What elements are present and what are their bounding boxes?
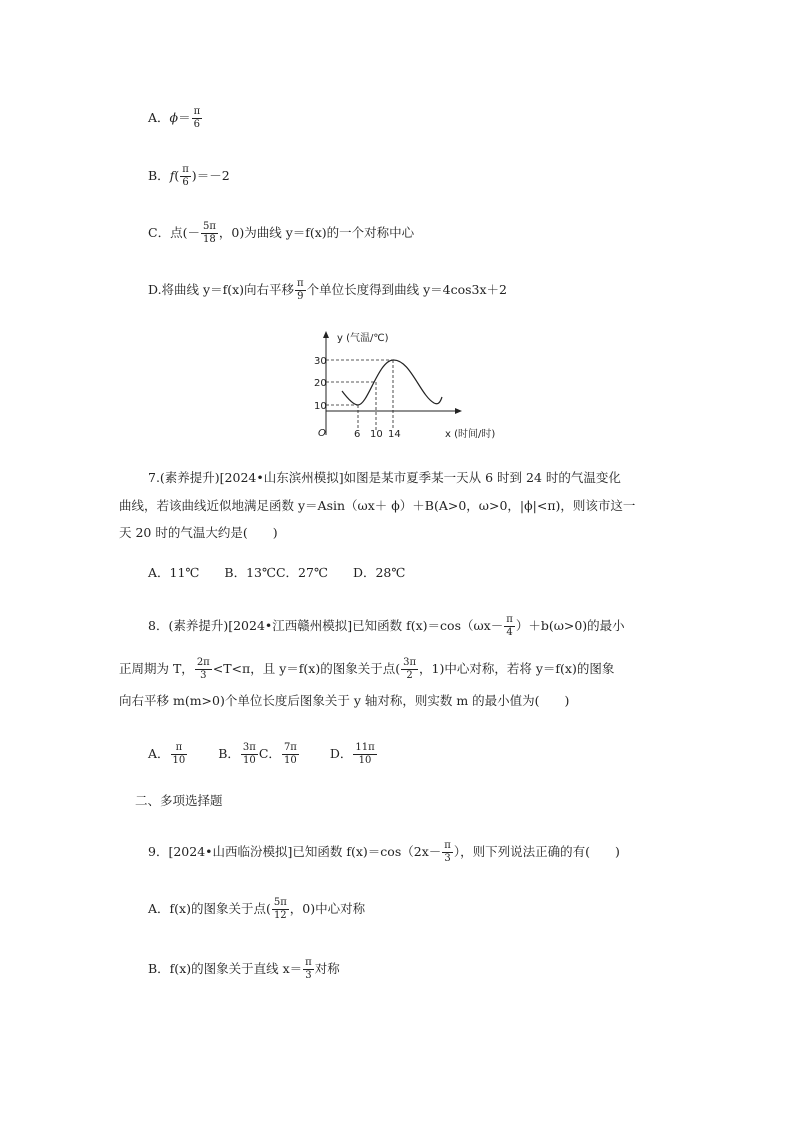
q7-line-1: 7.(素养提升)[2024•山东滨州模拟]如图是某市夏季某一天从 6 时到 24 时的气温变化 <box>148 470 621 485</box>
fraction: $\frac{\pi}{3}$ <box>444 840 451 864</box>
y-axis-label: y (气温/℃) <box>337 333 389 344</box>
fraction: $\frac{7\pi}{10}$ <box>283 742 297 766</box>
guide-lines <box>326 360 393 430</box>
x-tick-label: 10 <box>370 429 383 440</box>
fraction: $\frac{\pi}{9}$ <box>297 278 304 302</box>
origin-label: O <box>318 428 326 439</box>
fraction: $\frac{\pi}{3}$ <box>305 957 312 981</box>
q6-option-b: B．f( $\frac{\pi}{6}$ )＝－2 <box>148 164 230 188</box>
q8-line-2: 正周期为 T， $\frac{2\pi}{3}$ <T<π，且 y＝f(x)的图象关于点( $\frac{3\pi}{2}$ ，1)中心对称，若将 y＝f(x)的图象 <box>119 657 615 681</box>
fraction: $\frac{\pi}{10}$ <box>172 742 186 766</box>
y-tick-label: 10 <box>314 401 327 412</box>
temperature-curve <box>342 360 442 405</box>
section-heading: 二、多项选择题 <box>135 793 223 808</box>
x-axis-arrow <box>455 408 462 414</box>
y-tick-label: 20 <box>314 378 327 389</box>
fraction: $\frac{2\pi}{3}$ <box>196 657 210 681</box>
fraction: $\frac{11\pi}{10}$ <box>355 742 375 766</box>
fraction: $\frac{\pi}{6}$ <box>182 164 189 188</box>
q8-options: A． $\frac{\pi}{10}$ B． $\frac{3\pi}{10}$ C． $\frac{7\pi}{10}$ D． $\frac{11\pi}{10}$ <box>148 742 375 766</box>
temperature-graph <box>310 325 510 445</box>
q9-option-b: B．f(x)的图象关于直线 x＝ $\frac{\pi}{3}$ 对称 <box>148 957 340 981</box>
x-axis-label: x (时间/时) <box>445 429 496 440</box>
fraction: $\frac{\pi}{4}$ <box>506 614 513 638</box>
q8-line-3: 向右平移 m(m>0)个单位长度后图象关于 y 轴对称，则实数 m 的最小值为( ) <box>119 693 570 708</box>
q8-line-1: 8．(素养提升)[2024•江西赣州模拟]已知函数 f(x)＝cos（ωx－ $\frac{\pi}{4}$ ）＋b(ω>0)的最小 <box>148 614 625 638</box>
q6-option-a: A．ϕ＝ $\frac{\pi}{6}$ <box>148 106 201 130</box>
fraction: $\frac{5\pi}{12}$ <box>273 897 287 921</box>
q7-options: A．11℃ B．13℃C．27℃ D．28℃ <box>148 565 406 580</box>
y-axis-arrow <box>323 331 329 338</box>
q9-option-a: A．f(x)的图象关于点( $\frac{5\pi}{12}$ ，0)中心对称 <box>148 897 366 921</box>
x-tick-label: 14 <box>388 429 401 440</box>
fraction: $\frac{3\pi}{10}$ <box>242 742 256 766</box>
fraction: $\frac{5\pi}{18}$ <box>202 221 216 245</box>
q9-line-1: 9．[2024•山西临汾模拟]已知函数 f(x)＝cos（2x－ $\frac{\pi}{3}$ ），则下列说法正确的有( ) <box>148 840 620 864</box>
q7-line-2: 曲线，若该曲线近似地满足函数 y＝Asin（ωx＋ ϕ）＋B(A>0，ω>0，|ϕ|<π)，则该市这一 <box>119 498 636 513</box>
q7-line-3: 天 20 时的气温大约是( ) <box>119 525 278 540</box>
fraction: $\frac{3\pi}{2}$ <box>403 657 417 681</box>
q6-option-c: C．点(－ $\frac{5\pi}{18}$ ，0)为曲线 y＝f(x)的一个对称中心 <box>148 221 415 245</box>
y-tick-label: 30 <box>314 356 327 367</box>
x-tick-label: 6 <box>354 429 361 440</box>
q6-option-d: D.将曲线 y＝f(x)向右平移 $\frac{\pi}{9}$ 个单位长度得到曲线 y＝4cos3x＋2 <box>148 278 507 302</box>
fraction: $\frac{\pi}{6}$ <box>193 106 201 130</box>
